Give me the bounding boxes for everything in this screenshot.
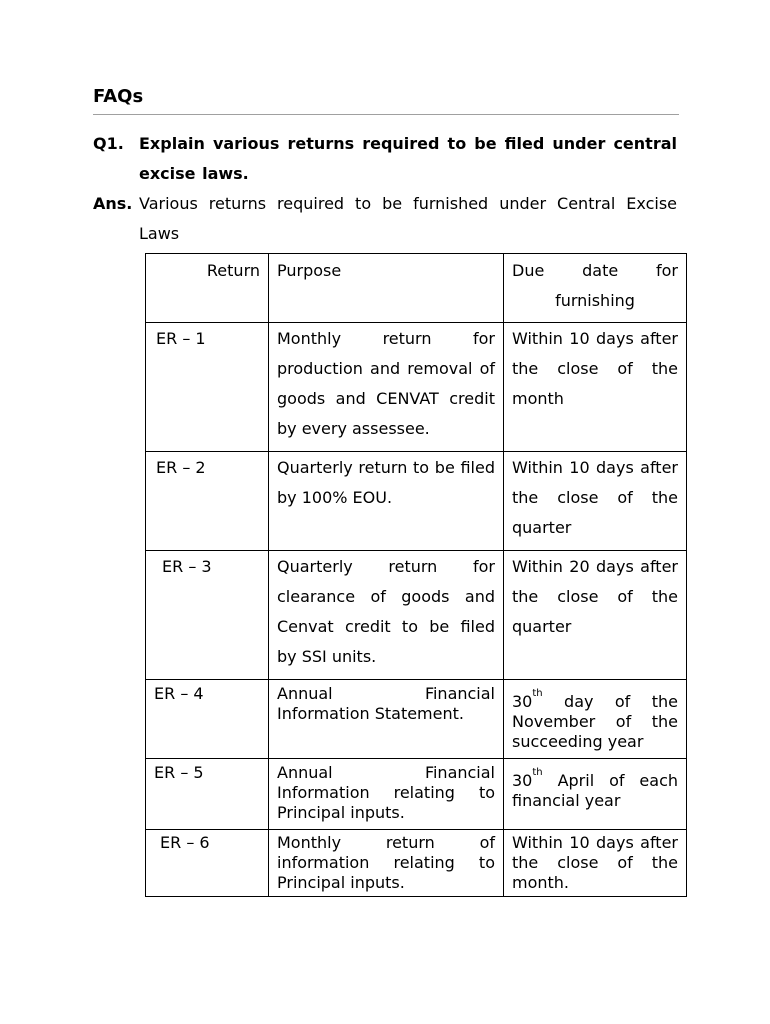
table-row xyxy=(146,551,687,680)
purpose-cell: Annual Financial Information relating to Principal inputs. xyxy=(269,759,504,830)
answer-label: Ans. xyxy=(93,194,133,213)
due-date-day: 30 xyxy=(512,692,533,711)
header-due-date: Due date for furnishing xyxy=(504,254,687,323)
purpose-cell: Quarterly return to be filed by 100% EOU. xyxy=(269,452,504,551)
answer-block xyxy=(93,189,677,249)
question-text: Explain various returns required to be filed under central excise laws. xyxy=(139,134,677,183)
question-label: Q1. xyxy=(93,134,124,153)
header-return: Return xyxy=(146,254,269,323)
purpose-cell: Quarterly return for clearance of goods and Cenvat credit to be filed by SSI units. xyxy=(269,551,504,680)
table-header-row xyxy=(146,254,687,323)
title-divider xyxy=(93,114,679,115)
due-date-cell: Within 10 days after the close of the month. xyxy=(504,830,687,897)
purpose-cell: Monthly return for production and removal of goods and CENVAT credit by every assessee. xyxy=(269,323,504,452)
return-code: ER – 3 xyxy=(146,551,269,680)
due-date-cell xyxy=(504,759,687,830)
return-code: ER – 6 xyxy=(146,830,269,897)
returns-table xyxy=(145,253,687,897)
table-row xyxy=(146,759,687,830)
due-date-cell: Within 20 days after the close of the quarter xyxy=(504,551,687,680)
page-title: FAQs xyxy=(93,86,144,107)
header-purpose: Purpose xyxy=(269,254,504,323)
table-row xyxy=(146,452,687,551)
return-code: ER – 2 xyxy=(146,452,269,551)
return-code: ER – 5 xyxy=(146,759,269,830)
return-code: ER – 4 xyxy=(146,680,269,759)
due-date-cell: Within 10 days after the close of the quarter xyxy=(504,452,687,551)
purpose-cell: Monthly return of information relating to Principal inputs. xyxy=(269,830,504,897)
question-block xyxy=(93,129,677,189)
due-date-text: April of each financial year xyxy=(512,771,678,810)
table-row xyxy=(146,680,687,759)
return-code: ER – 1 xyxy=(146,323,269,452)
due-date-ordinal: th xyxy=(532,767,543,778)
table-row xyxy=(146,830,687,897)
purpose-cell: Annual Financial Information Statement. xyxy=(269,680,504,759)
due-date-cell xyxy=(504,680,687,759)
table-row xyxy=(146,323,687,452)
due-date-text: day of the November of the succeeding year xyxy=(512,692,678,751)
due-date-ordinal: th xyxy=(532,688,543,699)
due-date-cell: Within 10 days after the close of the month xyxy=(504,323,687,452)
answer-text: Various returns required to be furnished under Central Excise Laws xyxy=(139,194,677,243)
due-date-day: 30 xyxy=(512,771,533,790)
